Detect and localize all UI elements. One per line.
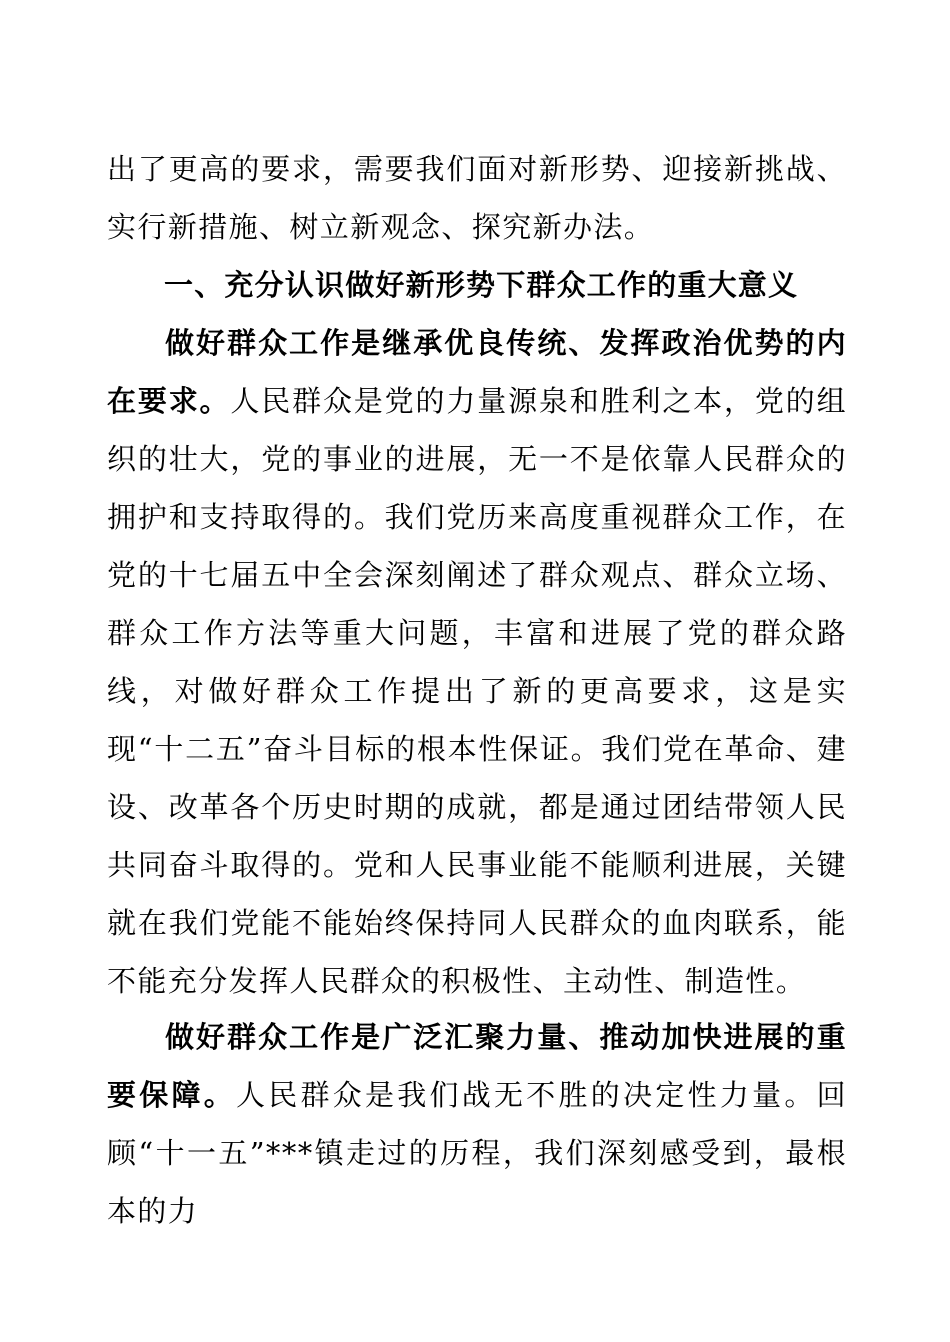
paragraph-1-lead: 做好群众工作是继承优良传统、发挥政治优势的内在要求。 xyxy=(107,326,847,418)
paragraph-1-body: 人民群众是党的力量源泉和胜利之本，党的组织的壮大，党的事业的进展，无一不是依靠人民群众的拥护和支持取得的。我们党历来高度重视群众工作，在党的十七届五中全会深刻阐述了群众观点、群众立场、群众工作方法等重大问题，丰富和进展了党的群众路线，对做好群众工作提出了新的更高要求，这是实现“十二五”奋斗目标的根本性保证。我们党在革命、建设、改革各个历史时期的成就，都是通过团结带领人民共同奋斗取得的。党和人民事业能不能顺利进展，关键就在我们党能不能始终保持同人民群众的血肉联系，能不能充分发挥人民群众的积极性、主动性、制造性。 xyxy=(107,384,847,998)
section-heading: 一、充分认识做好新形势下群众工作的重大意义 xyxy=(164,268,799,302)
paragraph-2-lead: 做好群众工作是广泛汇聚力量、推动加快进展的重要保障。 xyxy=(107,1020,847,1112)
intro-paragraph: 出了更高的要求，需要我们面对新形势、迎接新挑战、实行新措施、树立新观念、探究新办法。 xyxy=(107,152,847,244)
paragraph-2 xyxy=(107,1008,847,1240)
paragraph-1 xyxy=(107,314,847,1010)
paragraph-2-body: 人民群众是我们战无不胜的决定性力量。回顾“十一五”***镇走过的历程，我们深刻感受到，最根本的力 xyxy=(107,1078,847,1228)
